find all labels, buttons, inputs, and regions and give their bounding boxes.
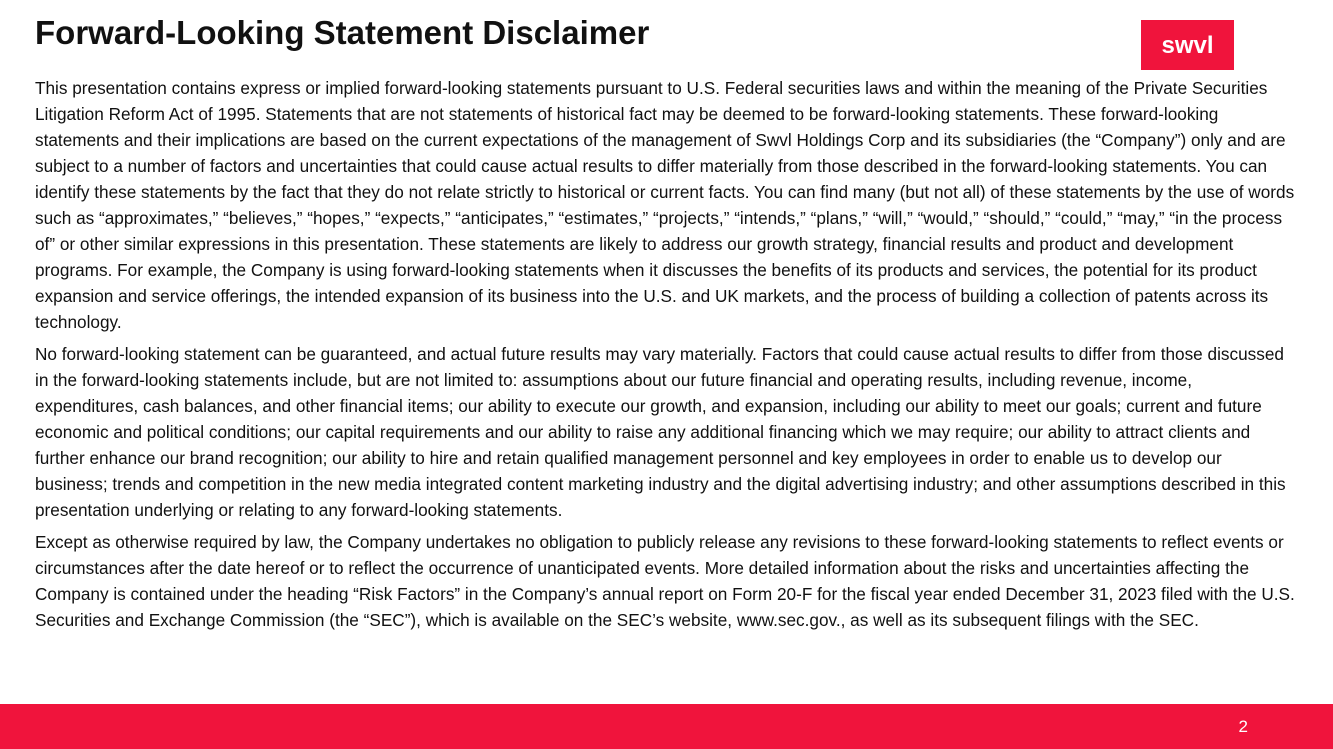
page-title: Forward-Looking Statement Disclaimer (35, 14, 650, 51)
disclaimer-paragraph-3: Except as otherwise required by law, the Company undertakes no obligation to publicly release any revisions to these forward-looking statements to reflect events or circumstances after the date hereof or to reflect the occurrence of unanticipated events. More detailed information about the risks and uncertainties affecting the Company is contained under the heading “Risk Factors” in the Company’s annual report on Form 20-F for the fiscal year ended December 31, 2023 filed with the U.S. Securities and Exchange Commission (the “SEC”), which is available on the SEC’s website, www.sec.gov., as well as its subsequent filings with the SEC. (35, 532, 1295, 630)
swvl-logo-mark (1141, 20, 1234, 70)
disclaimer-paragraph-2: No forward-looking statement can be guaranteed, and actual future results may vary materially. Factors that could cause actual results to differ from those discussed in the forward-looking statements include, but are not limited to: assumptions about our future financial and operating results, including revenue, income, expenditures, cash balances, and other financial items; our ability to execute our growth, and expansion, including our ability to meet our goals; current and future economic and political conditions; our capital requirements and our ability to raise any additional financing which we may require; our ability to attract clients and further enhance our brand recognition; our ability to hire and retain qualified management personnel and key employees in order to enable us to develop our business; trends and competition in the new media integrated content marketing industry and the digital advertising industry; and other assumptions described in this presentation underlying or relating to any forward-looking statements. (35, 344, 1286, 520)
swvl-logo (1141, 20, 1234, 70)
disclaimer-body (35, 75, 1297, 639)
page-number: 2 (1238, 717, 1248, 736)
disclaimer-paragraph-1: This presentation contains express or implied forward-looking statements pursuant to U.S. Federal securities laws and within the meaning of the Private Securities Litigation Reform Act of 1995. Statements that are not statements of historical fact may be deemed to be forward-looking statements. These forward-looking statements and their implications are based on the current expectations of the management of Swvl Holdings Corp and its subsidiaries (the “Company”) only and are subject to a number of factors and uncertainties that could cause actual results to differ materially from those described in the forward-looking statements. You can identify these statements by the fact that they do not relate strictly to historical or current facts. You can find many (but not all) of these statements by the use of words such as “approximates,” “believes,” “hopes,” “expects,” “anticipates,” “estimates,” “projects,” “intends,” “plans,” “will,” “would,” “should,” “could,” “may,” “in the process of” or other similar expressions in this presentation. These statements are likely to address our growth strategy, financial results and product and development programs. For example, the Company is using forward-looking statements when it discusses the benefits of its products and services, the potential for its product expansion and service offerings, the intended expansion of its business into the U.S. and UK markets, and the process of building a collection of patents across its technology. (35, 78, 1295, 332)
logo-text: swvl (1161, 32, 1214, 59)
footer-bar (0, 704, 1333, 749)
